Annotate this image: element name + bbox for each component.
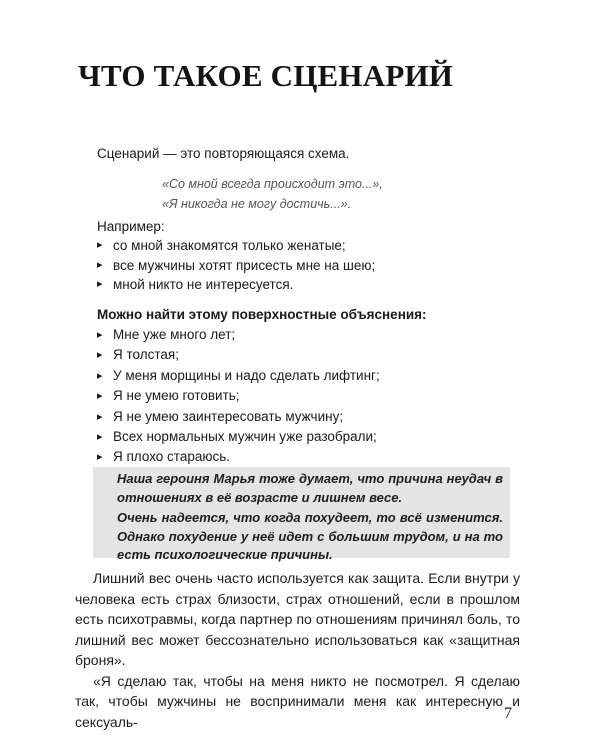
definition-text: Сценарий — это повторяющаяся схема. bbox=[97, 146, 350, 161]
list-item: ▸ Всех нормальных мужчин уже разобрали; bbox=[97, 427, 380, 447]
callout-paragraph: Наша героиня Марья тоже думает, что причина неудач в отношениях в её возрасте и лишнем весе. bbox=[117, 471, 503, 505]
body-paragraph: «Я сделаю так, чтобы на меня никто не посмотрел. Я сделаю так, чтобы мужчины не воспринимали меня как интересную и сексуаль- bbox=[75, 672, 520, 730]
list-item: ▸ Я не умею заинтересовать мужчину; bbox=[97, 407, 380, 427]
quote-line: «Со мной всегда происходит это...», bbox=[162, 177, 383, 191]
quote-line: «Я никогда не могу достичь...». bbox=[162, 197, 352, 211]
page-number: 7 bbox=[504, 705, 512, 722]
body-text bbox=[75, 568, 520, 732]
list-item: ▸ со мной знакомятся только женатые; bbox=[97, 236, 375, 256]
list-item: ▸ все мужчины хотят присесть мне на шею; bbox=[97, 256, 375, 276]
example-list bbox=[97, 236, 375, 295]
quote-block bbox=[162, 174, 383, 214]
list-item: ▸ Мне уже много лет; bbox=[97, 325, 380, 345]
list-item: ▸ Я толстая; bbox=[97, 345, 380, 365]
list-item: ▸ У меня морщины и надо сделать лифтинг; bbox=[97, 366, 380, 386]
example-label: Например: bbox=[97, 219, 165, 234]
list-item: ▸ Я плохо стараюсь. bbox=[97, 447, 380, 467]
callout-paragraph: Очень надеется, что когда похудеет, то всё изменится. Однако похудение у неё идет с большим трудом, и на то есть психологические причины. bbox=[117, 510, 503, 562]
list-item: ▸ Я не умею готовить; bbox=[97, 386, 380, 406]
body-paragraph: Лишний вес очень часто используется как защита. Если внутри у человека есть страх близости, страх отношений, если в прошлом есть психотравмы, когда партнер по отношениям причинял боль, то лишний вес может бессознательно использоваться как «защитная броня». bbox=[75, 570, 520, 668]
highlight-callout bbox=[93, 467, 510, 562]
list-item: ▸ мной никто не интересуется. bbox=[97, 275, 375, 295]
chapter-title: ЧТО ТАКОЕ СЦЕНАРИЙ bbox=[78, 58, 454, 93]
reasons-heading: Можно найти этому поверхностные объяснения: bbox=[97, 307, 427, 322]
reasons-list bbox=[97, 325, 380, 468]
